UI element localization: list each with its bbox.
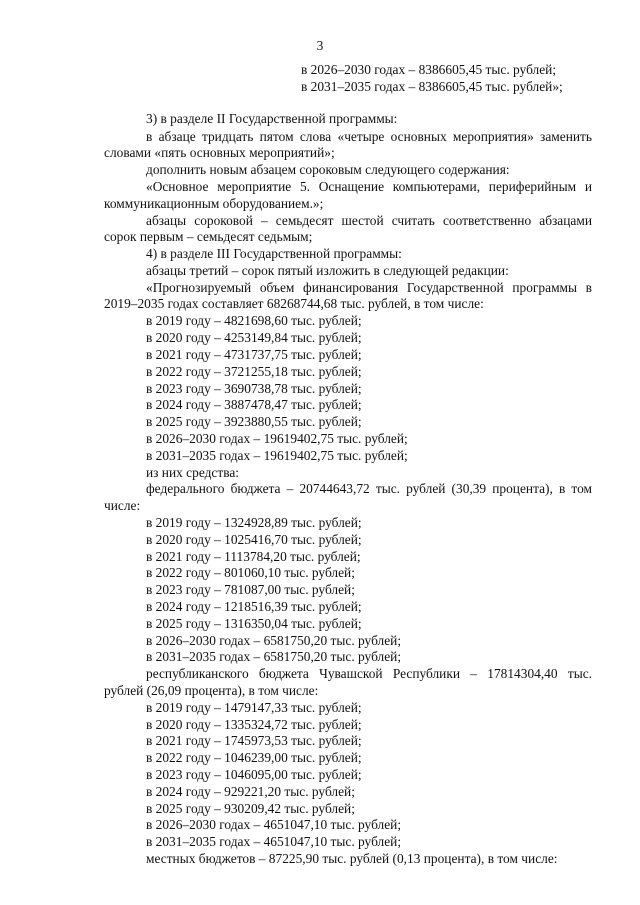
text-line: в 2019 году – 1479147,33 тыс. рублей; [146, 700, 362, 715]
text-line: абзацы сороковой – семьдесят шестой считать соответственно абзацами [146, 213, 592, 228]
text-line: в 2025 году – 930209,42 тыс. рублей; [146, 801, 355, 816]
text-line: в 2026–2030 годах – 19619402,75 тыс. рублей; [146, 431, 408, 446]
text-line: федерального бюджета – 20744643,72 тыс. рублей (30,39 процента), в том [146, 481, 592, 496]
text-line: 3) в разделе II Государственной программы: [146, 111, 398, 126]
text-line: в 2025 году – 3923880,55 тыс. рублей; [146, 414, 362, 429]
text-line: в 2031–2035 годах – 19619402,75 тыс. рублей; [146, 448, 408, 463]
text-line: республиканского бюджета Чувашской Республики – 17814304,40 тыс. [146, 666, 592, 681]
text-line: в абзаце тридцать пятом слова «четыре основных мероприятия» заменить [146, 129, 592, 144]
text-line: в 2019 году – 1324928,89 тыс. рублей; [146, 515, 362, 530]
text-line: местных бюджетов – 87225,90 тыс. рублей (0,13 процента), в том числе: [146, 851, 558, 866]
text-line: в 2026–2030 годах – 8386605,45 тыс. рублей; [301, 62, 557, 77]
text-line: в 2020 году – 1335324,72 тыс. рублей; [146, 717, 362, 732]
text-line: рублей (26,09 процента), в том числе: [104, 683, 319, 698]
text-line: в 2024 году – 1218516,39 тыс. рублей; [146, 599, 362, 614]
text-line: в 2023 году – 781087,00 тыс. рублей; [146, 582, 355, 597]
text-line: в 2021 году – 4731737,75 тыс. рублей; [146, 347, 362, 362]
text-line: числе: [104, 498, 141, 513]
text-line: в 2022 году – 1046239,00 тыс. рублей; [146, 750, 362, 765]
text-line: из них средства: [146, 465, 240, 480]
text-line: абзацы третий – сорок пятый изложить в следующей редакции: [146, 263, 509, 278]
page-number: 3 [316, 38, 324, 53]
text-line: коммуникационным оборудованием.»; [104, 196, 324, 211]
text-line: сорок первым – семьдесят седьмым; [104, 229, 313, 244]
text-line: 4) в разделе III Государственной программы: [146, 246, 402, 261]
text-line: в 2024 году – 929221,20 тыс. рублей; [146, 784, 355, 799]
text-line: дополнить новым абзацем сороковым следующего содержания: [146, 162, 510, 177]
text-line: в 2023 году – 3690738,78 тыс. рублей; [146, 381, 362, 396]
text-line: словами «пять основных мероприятий»; [104, 145, 335, 160]
text-line: в 2031–2035 годах – 4651047,10 тыс. рублей; [146, 834, 402, 849]
text-line: в 2020 году – 4253149,84 тыс. рублей; [146, 330, 362, 345]
text-line: «Прогнозируемый объем финансирования Государственной программы в [146, 280, 592, 295]
text-line: 2019–2035 годах составляет 68268744,68 тыс. рублей, в том числе: [104, 296, 484, 311]
text-line: в 2024 году – 3887478,47 тыс. рублей; [146, 397, 362, 412]
text-line: в 2023 году – 1046095,00 тыс. рублей; [146, 767, 362, 782]
text-line: в 2021 году – 1745973,53 тыс. рублей; [146, 733, 362, 748]
text-line: в 2026–2030 годах – 6581750,20 тыс. рублей; [146, 633, 402, 648]
text-line: в 2020 году – 1025416,70 тыс. рублей; [146, 532, 362, 547]
text-line: в 2025 году – 1316350,04 тыс. рублей; [146, 616, 362, 631]
text-line: в 2031–2035 годах – 8386605,45 тыс. рублей»; [301, 79, 563, 94]
text-line: в 2022 году – 3721255,18 тыс. рублей; [146, 364, 362, 379]
text-line: в 2026–2030 годах – 4651047,10 тыс. рублей; [146, 817, 402, 832]
text-line: в 2022 году – 801060,10 тыс. рублей; [146, 565, 355, 580]
text-line: «Основное мероприятие 5. Оснащение компьютерами, периферийным и [146, 179, 592, 194]
text-line: в 2019 году – 4821698,60 тыс. рублей; [146, 313, 362, 328]
text-line: в 2021 году – 1113784,20 тыс. рублей; [146, 549, 361, 564]
text-line: в 2031–2035 годах – 6581750,20 тыс. рублей; [146, 649, 402, 664]
